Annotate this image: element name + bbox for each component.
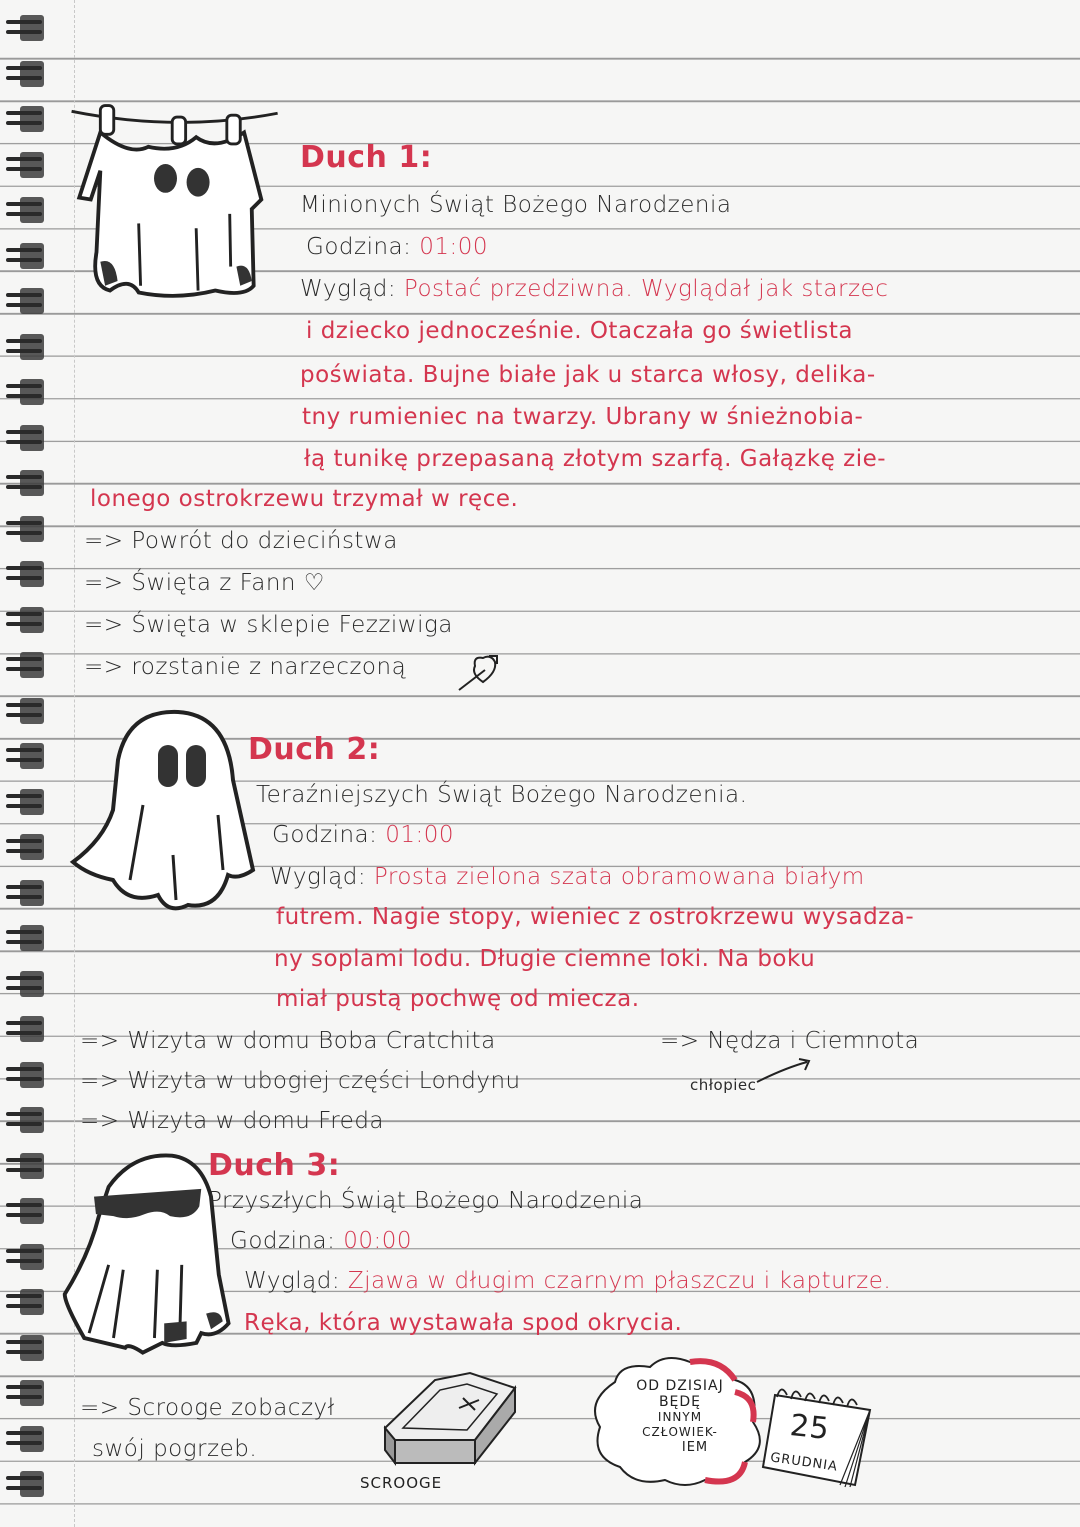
- spiral-ring: [6, 1110, 42, 1130]
- spiral-ring: [6, 974, 42, 994]
- spiral-ring: [6, 1474, 42, 1494]
- spiral-ring: [6, 473, 42, 493]
- calendar-month: GRUDNIA: [769, 1450, 839, 1475]
- spiral-ring: [6, 610, 42, 630]
- ghost1-look: [300, 276, 888, 302]
- calendar-day: 25: [788, 1408, 831, 1447]
- ghost3-time: [230, 1228, 412, 1254]
- spiral-ring: [6, 1292, 42, 1312]
- simple-ghost-icon: [68, 700, 268, 920]
- spiral-ring: [6, 1338, 42, 1358]
- ghost1-time: [306, 234, 488, 260]
- ghost1-heading: Duch 1:: [300, 140, 433, 175]
- time-label: Godzina:: [272, 822, 378, 848]
- event-item: => Święta w sklepie Fezziwiga: [84, 612, 453, 638]
- spiral-ring: [6, 64, 42, 84]
- spiral-ring: [6, 564, 42, 584]
- cloud-line: IEM: [681, 1440, 709, 1455]
- time-label: Godzina:: [306, 234, 412, 260]
- event-item: => Wizyta w domu Boba Cratchita: [80, 1028, 496, 1054]
- spiral-ring: [6, 701, 42, 721]
- arrow-icon: [755, 1056, 815, 1086]
- spiral-ring: [6, 337, 42, 357]
- cloud-line: OD DZISIAJ: [636, 1378, 724, 1394]
- look-line: ny soplami lodu. Długie ciemne loki. Na boku: [274, 946, 816, 972]
- coffin-icon: [375, 1368, 525, 1468]
- event-item: swój pogrzeb.: [92, 1436, 258, 1462]
- cloud-line: INNYM: [657, 1410, 703, 1424]
- ghost2-heading: Duch 2:: [248, 732, 381, 767]
- spiral-ring: [6, 246, 42, 266]
- spiral-ring: [6, 109, 42, 129]
- event-item: => Powrót do dzieciństwa: [84, 528, 398, 554]
- spiral-ring: [6, 200, 42, 220]
- spiral-ring: [6, 18, 42, 38]
- event-item: => rozstanie z narzeczoną: [84, 654, 407, 680]
- look-line: Zjawa w długim czarnym płaszczu i kapturze.: [347, 1268, 892, 1294]
- time-value: 01:00: [419, 234, 488, 260]
- look-line: futrem. Nagie stopy, wieniec z ostrokrzewu wysadza-: [276, 904, 915, 930]
- spiral-ring: [6, 1065, 42, 1085]
- look-line: Prosta zielona szata obramowana białym: [373, 864, 865, 890]
- side-note: => Nędza i Ciemnota: [660, 1028, 920, 1054]
- ghost2-look: [270, 864, 865, 890]
- spiral-ring: [6, 1201, 42, 1221]
- look-line: lonego ostrokrzewu trzymał w ręce.: [90, 486, 519, 512]
- spiral-ring: [6, 1019, 42, 1039]
- spiral-ring: [6, 928, 42, 948]
- spiral-ring: [6, 428, 42, 448]
- look-line: Postać przedziwna. Wyglądał jak starzec: [403, 276, 889, 302]
- event-item: => Święta z Fann ♡: [84, 570, 325, 596]
- event-item: => Wizyta w ubogiej części Londynu: [80, 1068, 521, 1094]
- event-item: => Scrooge zobaczył: [80, 1395, 335, 1421]
- spiral-ring: [6, 655, 42, 675]
- spiral-ring: [6, 883, 42, 903]
- ghost2-subtitle: Teraźniejszych Świąt Bożego Narodzenia.: [256, 782, 748, 808]
- cloud-line: CZŁOWIEK-: [642, 1425, 718, 1439]
- spiral-ring: [6, 155, 42, 175]
- look-line: miał pustą pochwę od miecza.: [276, 986, 640, 1012]
- look-line: Ręka, która wystawała spod okrycia.: [244, 1310, 683, 1336]
- look-line: tny rumieniec na twarzy. Ubrany w śnieżnobia-: [302, 404, 864, 430]
- spiral-ring: [6, 1156, 42, 1176]
- side-note-small: chłopiec: [690, 1076, 757, 1094]
- cloud-text: [605, 1378, 755, 1456]
- time-value: 01:00: [385, 822, 454, 848]
- look-label: Wygląd:: [244, 1268, 341, 1294]
- time-value: 00:00: [343, 1228, 412, 1254]
- spiral-ring: [6, 746, 42, 766]
- spiral-binding: [6, 0, 46, 1527]
- spiral-ring: [6, 1429, 42, 1449]
- cloud-line: BĘDĘ: [658, 1394, 702, 1410]
- spiral-ring: [6, 837, 42, 857]
- event-item: => Wizyta w domu Freda: [80, 1108, 385, 1134]
- spiral-ring: [6, 1383, 42, 1403]
- time-label: Godzina:: [230, 1228, 336, 1254]
- spiral-ring: [6, 382, 42, 402]
- ghost-clothesline-icon: [62, 92, 292, 307]
- spiral-ring: [6, 792, 42, 812]
- look-line: i dziecko jednocześnie. Otaczała go świetlista: [306, 318, 854, 344]
- look-label: Wygląd:: [300, 276, 397, 302]
- spiral-ring: [6, 291, 42, 311]
- broken-heart-arrow-icon: [455, 652, 505, 692]
- look-line: łą tunikę przepasaną złotym szarfą. Gałązkę zie-: [304, 446, 887, 472]
- ghost3-look: [244, 1268, 891, 1294]
- coffin-label: SCROOGE: [360, 1474, 443, 1492]
- ghost3-subtitle: Przyszłych Świąt Bożego Narodzenia: [208, 1188, 644, 1214]
- spiral-ring: [6, 1247, 42, 1267]
- look-line: poświata. Bujne białe jak u starca włosy, delika-: [300, 362, 876, 388]
- ghost1-subtitle: Minionych Świąt Bożego Narodzenia: [300, 192, 732, 218]
- ghost3-heading: Duch 3:: [208, 1148, 341, 1183]
- look-label: Wygląd:: [270, 864, 367, 890]
- spiral-ring: [6, 519, 42, 539]
- ghost2-time: [272, 822, 454, 848]
